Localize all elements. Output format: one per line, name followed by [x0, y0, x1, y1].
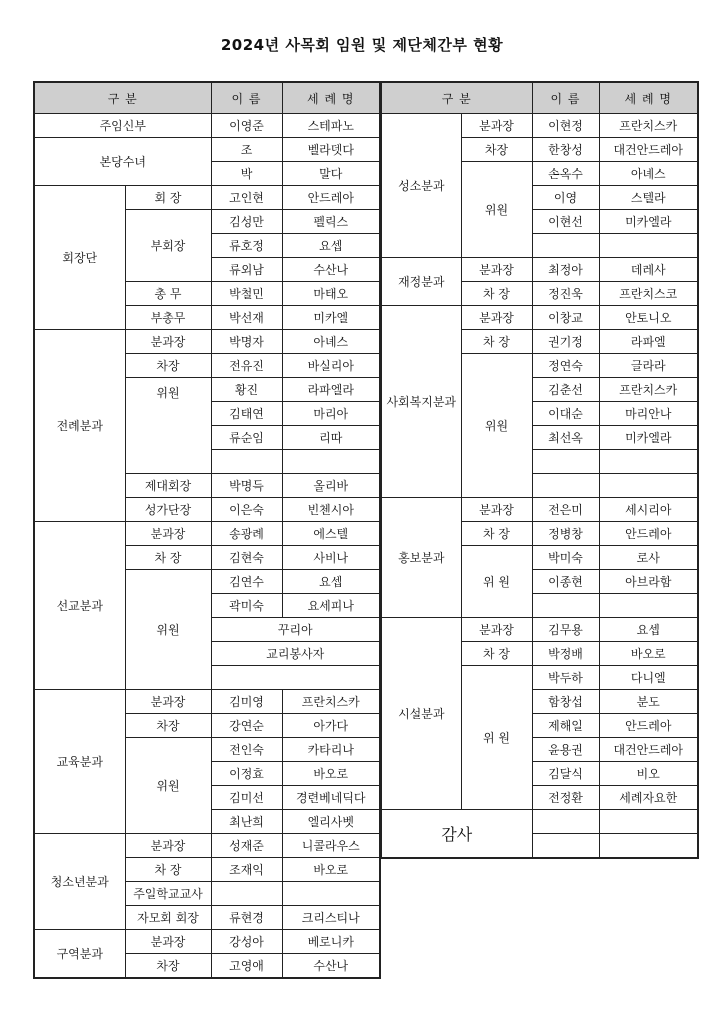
member-baptismal: 안드레아	[282, 186, 380, 210]
member-baptismal: 대건안드레아	[599, 138, 698, 162]
member-baptismal: 프란치스카	[282, 690, 380, 714]
member-role: 차 장	[125, 546, 211, 570]
member-baptismal: 데레사	[599, 258, 698, 282]
member-baptismal: 말다	[282, 162, 380, 186]
member-role: 차장	[461, 138, 532, 162]
section-label: 주임신부	[34, 114, 211, 138]
table-row	[34, 186, 380, 210]
section-label: 회장단	[34, 186, 125, 330]
member-name: 김미영	[211, 690, 282, 714]
member-name: 함창섭	[532, 690, 599, 714]
member-role: 위 원	[461, 546, 532, 618]
member-role: 분과장	[125, 834, 211, 858]
member-role: 제대회장	[125, 474, 211, 498]
member-baptismal: 크리스티나	[282, 906, 380, 930]
member-baptismal: 엘리사벳	[282, 810, 380, 834]
table-row	[34, 330, 380, 354]
member-baptismal: 스테파노	[282, 114, 380, 138]
member-baptismal: 바오로	[599, 642, 698, 666]
member-name: 김춘선	[532, 378, 599, 402]
member-name: 류순임	[211, 426, 282, 450]
member-name	[532, 474, 599, 498]
member-name	[211, 450, 282, 474]
member-baptismal: 펠릭스	[282, 210, 380, 234]
table-row	[381, 306, 698, 330]
member-baptismal: 대건안드레아	[599, 738, 698, 762]
member-name: 이대순	[532, 402, 599, 426]
member-name: 정병창	[532, 522, 599, 546]
member-baptismal	[599, 810, 698, 834]
section-label: 구역분과	[34, 930, 125, 979]
table-row	[381, 618, 698, 642]
member-baptismal: 아녜스	[599, 162, 698, 186]
header-gubun: 구 분	[34, 82, 211, 114]
member-baptismal	[599, 594, 698, 618]
member-baptismal: 사비나	[282, 546, 380, 570]
member-baptismal: 경련베네딕다	[282, 786, 380, 810]
section-label: 교육분과	[34, 690, 125, 834]
member-baptismal: 세례자요한	[599, 786, 698, 810]
member-baptismal: 다니엘	[599, 666, 698, 690]
member-baptismal: 분도	[599, 690, 698, 714]
member-name: 이정효	[211, 762, 282, 786]
member-name: 고영애	[211, 954, 282, 979]
member-role: 차장	[125, 714, 211, 738]
member-role: 차 장	[125, 858, 211, 882]
member-role: 분과장	[461, 258, 532, 282]
member-baptismal: 니콜라우스	[282, 834, 380, 858]
member-name	[532, 594, 599, 618]
member-role: 분과장	[125, 930, 211, 954]
member-name	[532, 810, 599, 834]
member-name: 박정배	[532, 642, 599, 666]
member-name: 박선재	[211, 306, 282, 330]
member-baptismal: 라파엘라	[282, 378, 380, 402]
member-role: 차 장	[461, 282, 532, 306]
section-label: 본당수녀	[34, 138, 211, 186]
member-baptismal: 요셉	[282, 570, 380, 594]
roster-table-right	[380, 81, 699, 859]
member-baptismal	[599, 474, 698, 498]
member-name: 최선옥	[532, 426, 599, 450]
member-role: 부총무	[125, 306, 211, 330]
table-row	[381, 114, 698, 138]
member-baptismal: 프란치스카	[599, 378, 698, 402]
table-row	[381, 498, 698, 522]
member-name: 전은미	[532, 498, 599, 522]
member-baptismal: 안드레아	[599, 522, 698, 546]
member-name: 김태연	[211, 402, 282, 426]
member-name: 김달식	[532, 762, 599, 786]
member-baptismal: 안토니오	[599, 306, 698, 330]
member-name: 성재준	[211, 834, 282, 858]
member-baptismal	[599, 450, 698, 474]
section-label: 성소분과	[381, 114, 461, 258]
member-role: 차장	[125, 354, 211, 378]
member-baptismal: 스텔라	[599, 186, 698, 210]
member-baptismal: 수산나	[282, 954, 380, 979]
member-role: 성가단장	[125, 498, 211, 522]
member-name: 전정환	[532, 786, 599, 810]
merged-cell: 교리봉사자	[211, 642, 380, 666]
header-row	[34, 82, 380, 114]
member-name: 박	[211, 162, 282, 186]
header-baptismal: 세 례 명	[282, 82, 380, 114]
member-baptismal: 비오	[599, 762, 698, 786]
member-name: 김현숙	[211, 546, 282, 570]
member-role: 위 원	[461, 666, 532, 810]
member-baptismal	[599, 834, 698, 859]
member-baptismal: 미카엘라	[599, 210, 698, 234]
member-name: 한창성	[532, 138, 599, 162]
member-name: 이종현	[532, 570, 599, 594]
member-name: 박두하	[532, 666, 599, 690]
member-baptismal: 에스텔	[282, 522, 380, 546]
member-role: 위원	[461, 354, 532, 498]
document-title: 2024년 사목회 임원 및 제단체간부 현황	[220, 36, 504, 54]
member-role: 분과장	[461, 618, 532, 642]
member-name: 곽미숙	[211, 594, 282, 618]
member-name: 권기정	[532, 330, 599, 354]
member-baptismal: 바오로	[282, 858, 380, 882]
member-name: 조재익	[211, 858, 282, 882]
header-name: 이 름	[532, 82, 599, 114]
member-baptismal: 프란치스카	[599, 114, 698, 138]
member-baptismal: 미카엘라	[599, 426, 698, 450]
member-role: 분과장	[461, 114, 532, 138]
member-name: 황진	[211, 378, 282, 402]
member-baptismal	[599, 234, 698, 258]
merged-cell: 꾸리아	[211, 618, 380, 642]
member-name: 박미숙	[532, 546, 599, 570]
member-baptismal: 베로니카	[282, 930, 380, 954]
member-name: 강연순	[211, 714, 282, 738]
member-baptismal: 라파엘	[599, 330, 698, 354]
member-name: 이창교	[532, 306, 599, 330]
member-role: 분과장	[125, 522, 211, 546]
table-row	[381, 258, 698, 282]
member-name: 조	[211, 138, 282, 162]
member-name	[532, 450, 599, 474]
member-role: 분과장	[461, 306, 532, 330]
member-role: 차 장	[461, 642, 532, 666]
member-role: 위원	[461, 162, 532, 258]
member-baptismal: 요셉	[282, 234, 380, 258]
member-role: 분과장	[461, 498, 532, 522]
member-role: 총 무	[125, 282, 211, 306]
member-baptismal: 마리안나	[599, 402, 698, 426]
section-label: 재정분과	[381, 258, 461, 306]
member-baptismal: 요세피나	[282, 594, 380, 618]
member-baptismal: 마태오	[282, 282, 380, 306]
member-role: 위원	[125, 738, 211, 834]
member-name	[532, 834, 599, 859]
member-baptismal: 프란치스코	[599, 282, 698, 306]
member-baptismal: 미카엘	[282, 306, 380, 330]
member-name: 최난희	[211, 810, 282, 834]
member-name	[211, 882, 282, 906]
member-baptismal: 요셉	[599, 618, 698, 642]
member-baptismal: 올리바	[282, 474, 380, 498]
member-name: 전인숙	[211, 738, 282, 762]
member-name: 김미선	[211, 786, 282, 810]
member-role: 회 장	[125, 186, 211, 210]
member-baptismal: 벨라뎃다	[282, 138, 380, 162]
table-row	[34, 930, 380, 954]
member-role: 차장	[125, 954, 211, 979]
member-name: 김무용	[532, 618, 599, 642]
header-name: 이 름	[211, 82, 282, 114]
member-name: 강성아	[211, 930, 282, 954]
member-name: 이현정	[532, 114, 599, 138]
member-role: 위원	[125, 378, 211, 474]
member-name: 박명득	[211, 474, 282, 498]
member-name: 류현경	[211, 906, 282, 930]
header-row	[381, 82, 698, 114]
header-baptismal: 세 례 명	[599, 82, 698, 114]
member-baptismal: 수산나	[282, 258, 380, 282]
roster-table-left	[33, 81, 381, 979]
member-baptismal: 빈첸시아	[282, 498, 380, 522]
member-baptismal: 글라라	[599, 354, 698, 378]
section-label: 선교분과	[34, 522, 125, 690]
section-label: 시설분과	[381, 618, 461, 810]
member-baptismal: 세시리아	[599, 498, 698, 522]
member-name: 송광례	[211, 522, 282, 546]
member-name: 이영	[532, 186, 599, 210]
member-name: 박명자	[211, 330, 282, 354]
member-baptismal	[282, 882, 380, 906]
member-name: 김성만	[211, 210, 282, 234]
member-baptismal: 리따	[282, 426, 380, 450]
member-name: 김연수	[211, 570, 282, 594]
member-name: 제해일	[532, 714, 599, 738]
member-name: 정연숙	[532, 354, 599, 378]
header-gubun: 구 분	[381, 82, 532, 114]
table-row	[381, 810, 698, 834]
member-name: 정진욱	[532, 282, 599, 306]
member-role: 자모회 회장	[125, 906, 211, 930]
member-baptismal: 카타리나	[282, 738, 380, 762]
section-label: 청소년분과	[34, 834, 125, 930]
member-role: 차 장	[461, 330, 532, 354]
member-name: 손옥수	[532, 162, 599, 186]
member-name: 최정아	[532, 258, 599, 282]
member-name: 고인현	[211, 186, 282, 210]
member-baptismal: 바실리아	[282, 354, 380, 378]
member-name: 박철민	[211, 282, 282, 306]
member-role: 부회장	[125, 210, 211, 282]
member-baptismal: 마리아	[282, 402, 380, 426]
member-name: 윤용권	[532, 738, 599, 762]
member-name: 류호정	[211, 234, 282, 258]
member-baptismal: 로사	[599, 546, 698, 570]
member-name: 이영준	[211, 114, 282, 138]
member-role: 분과장	[125, 330, 211, 354]
table-row	[34, 690, 380, 714]
table-row	[34, 114, 380, 138]
section-label: 사회복지분과	[381, 306, 461, 498]
member-baptismal: 아브라함	[599, 570, 698, 594]
member-role: 차 장	[461, 522, 532, 546]
member-role: 분과장	[125, 690, 211, 714]
member-name: 류외남	[211, 258, 282, 282]
member-baptismal: 바오로	[282, 762, 380, 786]
member-role: 위원	[125, 570, 211, 690]
table-row	[34, 834, 380, 858]
member-name: 전유진	[211, 354, 282, 378]
member-baptismal: 안드레아	[599, 714, 698, 738]
section-label: 감사	[381, 810, 532, 859]
table-row	[34, 138, 380, 162]
member-baptismal: 아녜스	[282, 330, 380, 354]
section-label: 전례분과	[34, 330, 125, 522]
section-label: 홍보분과	[381, 498, 461, 618]
member-role: 주일학교교사	[125, 882, 211, 906]
member-name: 이현선	[532, 210, 599, 234]
table-row	[34, 522, 380, 546]
member-name	[532, 234, 599, 258]
member-baptismal: 아가다	[282, 714, 380, 738]
member-baptismal	[282, 450, 380, 474]
member-name: 이은숙	[211, 498, 282, 522]
empty-cell	[211, 666, 380, 690]
